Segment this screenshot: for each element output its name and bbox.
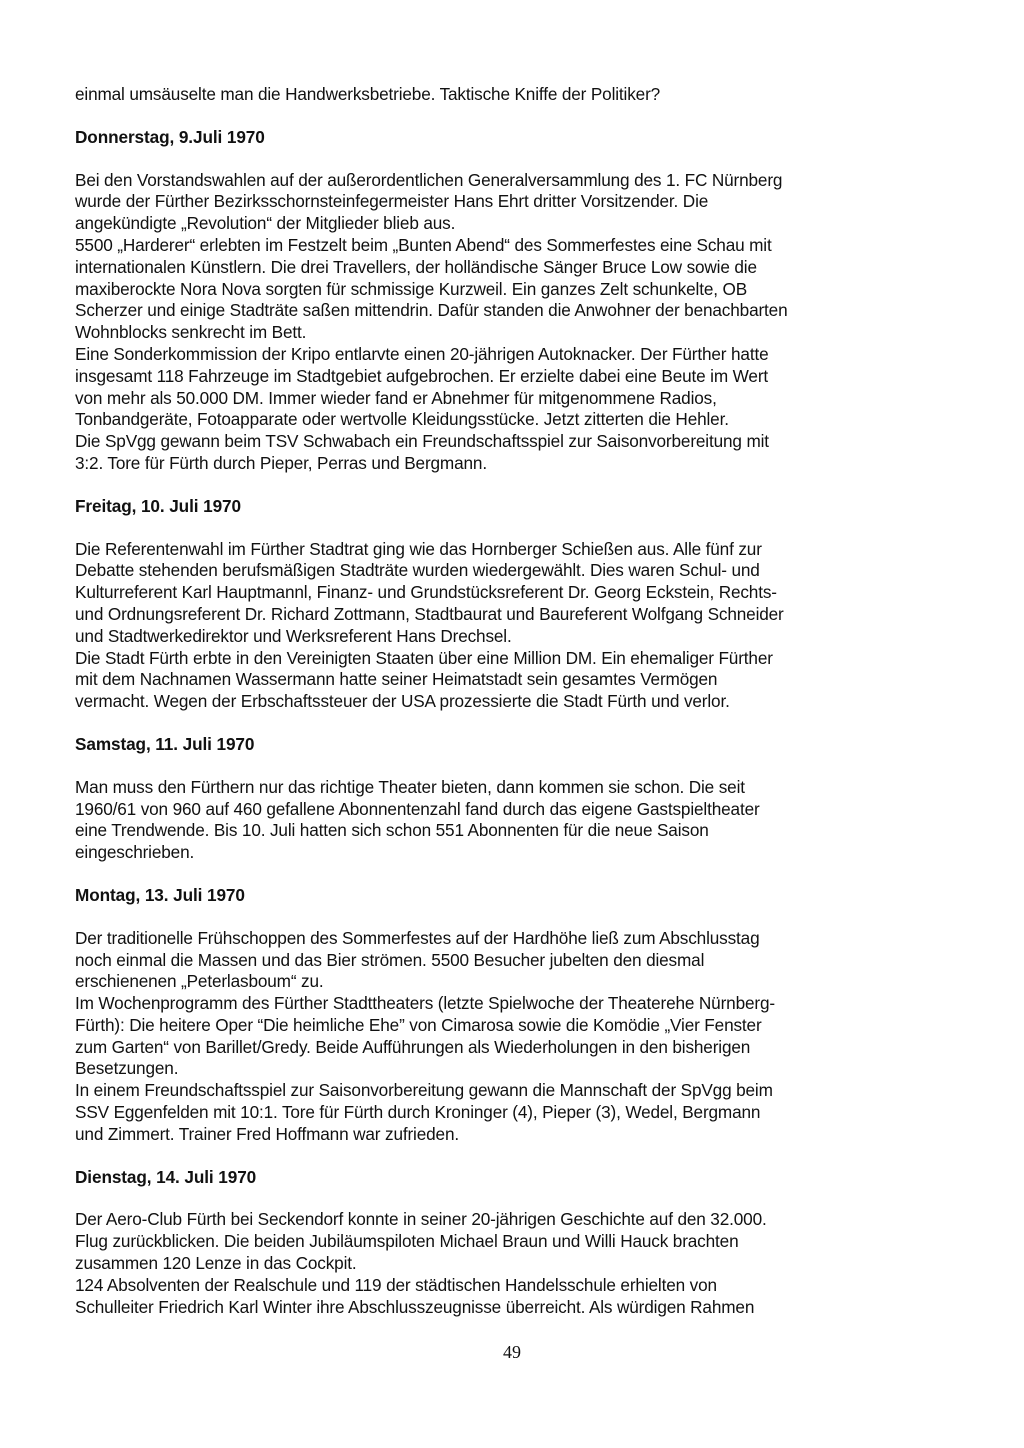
- document-page: [75, 84, 875, 1318]
- body-line: angekündigte „Revolution“ der Mitglieder blieb aus.: [75, 213, 456, 234]
- body-line: maxiberockte Nora Nova sorgten für schmissige Kurzweil. Ein ganzes Zelt schunkelte, OB: [75, 278, 748, 299]
- body-line: Wohnblocks senkrecht im Bett.: [75, 322, 307, 343]
- body-line: von mehr als 50.000 DM. Immer wieder fand er Abnehmer für mitgenommene Radios,: [75, 387, 717, 408]
- body-line: und Zimmert. Trainer Fred Hoffmann war zufrieden.: [75, 1123, 459, 1144]
- body-line: Die Stadt Fürth erbte in den Vereinigten Staaten über eine Million DM. Ein ehemaliger Fürther: [75, 647, 773, 668]
- section-heading: Donnerstag, 9.Juli 1970: [75, 126, 265, 147]
- body-line: 124 Absolventen der Realschule und 119 der städtischen Handelsschule erhielten von: [75, 1274, 717, 1295]
- body-line: internationalen Künstlern. Die drei Travellers, der holländische Sänger Bruce Low sowie die: [75, 256, 757, 277]
- body-line: Die Referentenwahl im Fürther Stadtrat ging wie das Hornberger Schießen aus. Alle fünf zur: [75, 538, 762, 559]
- body-line: Man muss den Fürthern nur das richtige Theater bieten, dann kommen sie schon. Die seit: [75, 776, 745, 797]
- body-line: insgesamt 118 Fahrzeuge im Stadtgebiet aufgebrochen. Er erzielte dabei eine Beute im Wert: [75, 365, 769, 386]
- section-heading: Samstag, 11. Juli 1970: [75, 733, 255, 754]
- body-line: und Ordnungsreferent Dr. Richard Zottmann, Stadtbaurat und Baureferent Wolfgang Schneider: [75, 603, 784, 624]
- body-line: und Stadtwerkedirektor und Werksreferent Hans Drechsel.: [75, 625, 512, 646]
- body-line: 3:2. Tore für Fürth durch Pieper, Perras und Bergmann.: [75, 452, 487, 473]
- body-line: In einem Freundschaftsspiel zur Saisonvorbereitung gewann die Mannschaft der SpVgg beim: [75, 1080, 773, 1101]
- body-line: 5500 „Harderer“ erlebten im Festzelt beim „Bunten Abend“ des Sommerfestes eine Schau mit: [75, 234, 772, 255]
- body-line: SSV Eggenfelden mit 10:1. Tore für Fürth durch Kroninger (4), Pieper (3), Wedel, Bergmann: [75, 1102, 761, 1123]
- section-heading: Montag, 13. Juli 1970: [75, 884, 245, 905]
- body-line: Die SpVgg gewann beim TSV Schwabach ein Freundschaftsspiel zur Saisonvorbereitung mit: [75, 431, 769, 452]
- body-line: Der Aero-Club Fürth bei Seckendorf konnte in seiner 20-jährigen Geschichte auf den 32.000.: [75, 1209, 767, 1230]
- body-line: Flug zurückblicken. Die beiden Jubiläumspiloten Michael Braun und Willi Hauck brachten: [75, 1231, 739, 1252]
- body-line: Der traditionelle Frühschoppen des Sommerfestes auf der Hardhöhe ließ zum Abschlusstag: [75, 927, 760, 948]
- body-line: Tonbandgeräte, Fotoapparate oder wertvolle Kleidungsstücke. Jetzt zitterten die Hehler.: [75, 409, 729, 430]
- body-line: Kulturreferent Karl Hauptmannl, Finanz- und Grundstücksreferent Dr. Georg Eckstein, Rechts-: [75, 582, 777, 603]
- body-line: zusammen 120 Lenze in das Cockpit.: [75, 1253, 357, 1274]
- intro-line: einmal umsäuselte man die Handwerksbetriebe. Taktische Kniffe der Politiker?: [75, 84, 661, 104]
- body-line: zum Garten“ von Barillet/Gredy. Beide Aufführungen als Wiederholungen in den bisherigen: [75, 1036, 751, 1057]
- body-line: erschienenen „Peterlasboum“ zu.: [75, 971, 324, 992]
- body-line: Besetzungen.: [75, 1058, 179, 1079]
- body-line: 1960/61 von 960 auf 460 gefallene Abonnentenzahl fand durch das eigene Gastspieltheater: [75, 798, 760, 819]
- body-line: Eine Sonderkommission der Kripo entlarvte einen 20-jährigen Autoknacker. Der Fürther hatte: [75, 343, 769, 364]
- body-line: Scherzer und einige Stadträte saßen mittendrin. Dafür standen die Anwohner der benachbarten: [75, 300, 788, 321]
- page-number: 49: [503, 1342, 521, 1362]
- section-heading: Dienstag, 14. Juli 1970: [75, 1166, 257, 1187]
- body-line: noch einmal die Massen und das Bier strömen. 5500 Besucher jubelten den diesmal: [75, 949, 705, 970]
- body-line: mit dem Nachnamen Wassermann hatte seiner Heimatstadt sein gesamtes Vermögen: [75, 669, 718, 690]
- body-line: Debatte stehenden berufsmäßigen Stadträte wurden wiedergewählt. Dies waren Schul- und: [75, 560, 760, 581]
- body-line: Schulleiter Friedrich Karl Winter ihre Abschlusszeugnisse überreicht. Als würdigen Rahmen: [75, 1296, 755, 1317]
- section-heading: Freitag, 10. Juli 1970: [75, 495, 241, 516]
- body-line: eine Trendwende. Bis 10. Juli hatten sich schon 551 Abonnenten für die neue Saison: [75, 820, 709, 841]
- body-line: wurde der Fürther Bezirksschornsteinfegermeister Hans Ehrt dritter Vorsitzender. Die: [75, 191, 709, 212]
- body-line: Fürth): Die heitere Oper “Die heimliche Ehe” von Cimarosa sowie die Komödie „Vier Fenster: [75, 1014, 762, 1035]
- body-line: eingeschrieben.: [75, 842, 195, 863]
- body-line: vermacht. Wegen der Erbschaftssteuer der USA prozessierte die Stadt Fürth und verlor.: [75, 691, 730, 712]
- body-line: Bei den Vorstandswahlen auf der außerordentlichen Generalversammlung des 1. FC Nürnberg: [75, 169, 783, 190]
- body-line: Im Wochenprogramm des Fürther Stadttheaters (letzte Spielwoche der Theaterehe Nürnberg-: [75, 993, 775, 1014]
